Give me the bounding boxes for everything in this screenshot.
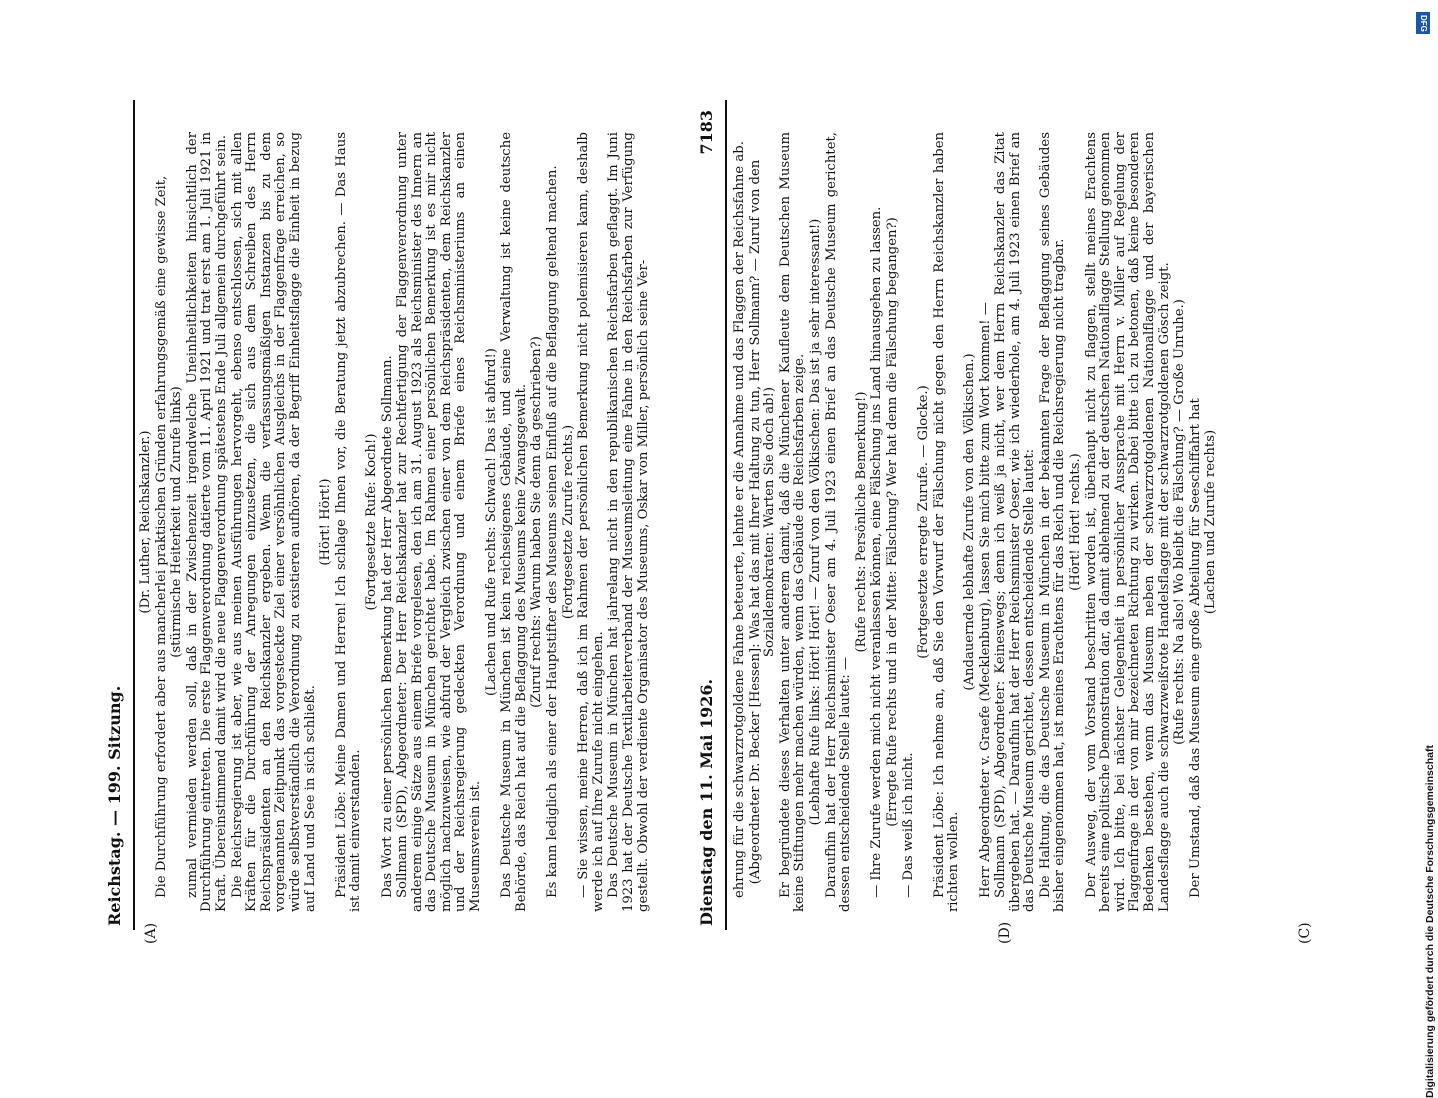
interjection: (Lachen und Rufe rechts: Schwach! Das ist abfurd!) [483,348,499,696]
header-title: Reichstag. — 199. Sitzung. [105,685,124,926]
right-column [733,132,1323,912]
speaker-paragraph: Präsident Löbe: Meine Damen und Herren! Ich schlage Ihnen vor, die Beratung jetzt abzubrechen. — Das Haus ist damit einverstanden. [333,132,364,912]
digitization-credit-strip [1412,8,1436,1098]
paragraph: Es kann lediglich als einer der Hauptstifter des Museums seinen Einfluß auf die Beflaggung geltend machen. [545,165,561,898]
paragraph: Er begründete dieses Verhalten unter anderem damit, daß die Münchener Kaufleute dem Deutschen Museum keine Stiftungen mehr machen würden, wenn das Gebäude die Reichsfarben zeige. [777,132,808,912]
interjection: (Hört! Hört! rechts.) [1068,453,1084,591]
interjection: (Rufe rechts: Na also! Wo bleibt die Fälschung? — Große Unruhe.) [1172,299,1188,745]
running-header-left [97,100,135,930]
header-date: Dienstag den 11. Mai 1926. [697,678,716,926]
paragraph: — Das weiß ich nicht. [900,752,916,898]
quoted-paragraph: Die Haltung, die das Deutsche Museum in München in der bekannten Frage der Beflaggung seines Gebäudes bisher eingenommen hat, ist meines Erachtens für das Reich und die Reichsregierung nicht tragbar. [1037,132,1068,912]
paragraph: Das Wort zu einer persönlichen Bemerkung hat der Herr Abgeordnete Sollmann. [379,355,395,898]
speaker-paragraph: Sollmann (SPD), Abgeordneter: Der Herr Reichskanzler hat zur Rechtfertigung der Flaggenverordnung unter anderem einige Sätze aus einem Briefe vorgelesen, den ich am 31. August 1923 als Reichsminister des Innern an das Deutsche Museum in München gerichtet habe. Im Rahmen einer persönlichen Bemerkung ist es mir nicht möglich nachzuweisen, wie abfurd der Vergleich zwischen einer von dem Reichspräsidenten, dem Reichskanzler und der Reichsregierung gedeckten Verordnung und einem Briefe eines Reichsministeriums an einen Museumsverein ist. [395,132,484,912]
interjection: (Fortgesetzte Rufe: Koch!) [363,433,379,611]
speaker-paragraph: Sollmann (SPD), Abgeordneter: Keineswegs; denn ich weiß ja nicht, wer dem Herrn Reichskanzler das Zitat übergeben hat. — Daraufhin hat der Herr Reichsminister Oeser, wie ich wiederhole, am 4. Juli 1923 einen Brief an das Deutsche Museum gerichtet, dessen entscheidende Stelle lautet: [993,132,1038,912]
paragraph: Die Reichsregierung ist aber, wie aus meinen Ausführungen hervorgeht, ebenso entschlossen, sich mit allen Kräften für die Durchführung der Anregungen einzusetzen, die sich aus dem Schreiben des Herrn Reichspräsidenten an den Reichskanzler ergeben. Wenn die verfassungsmäßigen Instanzen bis zu dem vorgenannten Zeitpunkt das vorgesteckte Ziel einer versöhnlichen Ausgleichs in der Flaggenfrage erreichen, so würde selbstverständlich die Verordnung zu existieren aufhören, da der Begriff Einheitsflagge die Einheit in bezug auf Land und See in sich schließt. [229,132,318,912]
paragraph: Die Durchführung erfordert aber aus mancherlei praktischen Gründen erfahrungsgemäß eine gewisse Zeit, [153,175,169,898]
paragraph: (Dr. Luther, Reichskanzler.) [138,430,153,614]
running-header-right [689,100,727,930]
interjection: (Fortgesetzte erregte Zurufe. — Glocke.) [916,385,932,659]
interjection: (Erregte Rufe rechts und in der Mitte: Fälschung? Wer hat denn die Fälschung begangen?) [884,217,900,827]
paragraph: Das Deutsche Museum in München ist kein reichseigenes Gebäude, und seine Verwaltung ist keine deutsche Behörde, das Reich hat auf die Beflaggung des Museums keine Zwangsgewalt. [499,132,529,912]
digitization-credit-text: Digitalisierung gefördert durch die Deutsche Forschungsgemeinschaft [1424,745,1436,1098]
interjection: (Zuruf rechts: Warum haben Sie denn da geschrieben?) [529,336,545,708]
paragraph: Herr Abgeordneter v. Graefe (Mecklenburg), lassen Sie mich bitte zum Wort kommen! — [977,302,993,898]
paragraph: ehrung für die schwarzrotgoldene Fahne beteuerte, lehnte er die Annahme und das Flaggen der Reichsfahne ab. [732,141,747,898]
margin-mark-d: (D) [997,921,1013,944]
paragraph: Daraufhin hat der Herr Reichsminister Oeser am 4. Juli 1923 einen Brief an das Deutsche Museum gerichtet, dessen entscheidende Stelle lautet: — [823,132,854,912]
quoted-paragraph: Der Ausweg, der vom Vorstand beschritten worden ist, überhaupt nicht zu flaggen, stellt meines Erachtens bereits eine politische Demonstration dar, da damit ablehnend zu der deutschen Nationalflagge Stellung genommen wird. Ich bitte, bei nächster Gelegenheit in persönlicher Aussprache mit Herrn v. Miller auf Regelung der Flaggenfrage in der von mir bezeichneten Richtung zu wirken. Dabei bitte ich zu betonen, daß keine besonderen Bedenken bestehen, wenn das Museum neben der schwarzrotgoldenen Nationalflagge und der bayerischen Landesflagge auch die schwarzweißrote Handelsflagge mit der schwarzrotgoldenen Gösch zeigt. [1083,132,1172,912]
interjection: (stürmische Heiterkeit und Zurufe links) [169,386,185,658]
interjection: (Lebhafte Rufe links: Hört! Hört! — Zuruf von den Völkischen: Das ist ja sehr interessant!) [807,218,823,826]
paragraph: — Sie wissen, meine Herren, daß ich im Rahmen der persönlichen Bemerkung nicht polemisieren kann, deshalb werde ich auf Ihre Zurufe nicht eingehen. [576,132,606,912]
paragraph: zumal vermieden werden soll, daß in der Zwischenzeit irgendwelche Uneinheitlichkeiten hinsichtlich der Durchführung eintreten. Die erste Flaggenverordnung datierte vom 11. April 1921 und trat erst am 1. Juli 1921 in Kraft. Übereinstimmend damit wird die neue Flaggenverordnung spätestens Ende Juli allgemein durchgeführt sein. [184,132,229,912]
interjection: (Fortgesetzte Zurufe rechts.) [560,424,576,620]
interjection: (Lachen und Zurufe rechts) [1203,429,1219,615]
dfg-logo: DFG [1416,12,1430,34]
interjection: (Andauernde lebhafte Zurufe von den Völkischen.) [961,353,977,691]
header-page-number: 7183 [697,110,716,155]
paragraph: Das Deutsche Museum in München hat jahrelang nicht in den republikanischen Reichsfarben geflaggt. Im Juni 1923 hat der Deutsche Textilarbeiterverband der Museumsleitung eine Fahne in den Reichsfarben zur Verfügung gestellt. Obwohl der verdiente Organisator des Museums, Oskar von Miller, persönlich seine Ver- [606,132,651,912]
interjection: (Abgeordneter Dr. Becker [Hessen]: Was hat das mit Ihrer Haltung zu tun, Herr Sollmann? — Zuruf von den Sozialdemokraten: Warten Sie doch ab!) [747,159,778,885]
margin-mark-c: (C) [1297,922,1313,944]
margin-mark-a: (A) [143,922,159,944]
rotated-document [97,100,1337,944]
interjection: (Hört! Hört!) [318,478,334,566]
paragraph: — Ihre Zurufe werden mich nicht veranlassen können, eine Fälschung ins Land hinausgehen zu lassen. [869,206,885,898]
left-column [139,132,684,912]
interjection: (Rufe rechts: Persönliche Bemerkung!) [853,391,869,653]
speaker-paragraph: Präsident Löbe: Ich nehme an, daß Sie den Vorwurf der Fälschung nicht gegen den Herrn Reichskanzler haben richten wollen. [931,132,962,912]
paragraph: Der Umstand, daß das Museum eine große Abteilung für Seeschiffahrt hat [1187,398,1203,898]
